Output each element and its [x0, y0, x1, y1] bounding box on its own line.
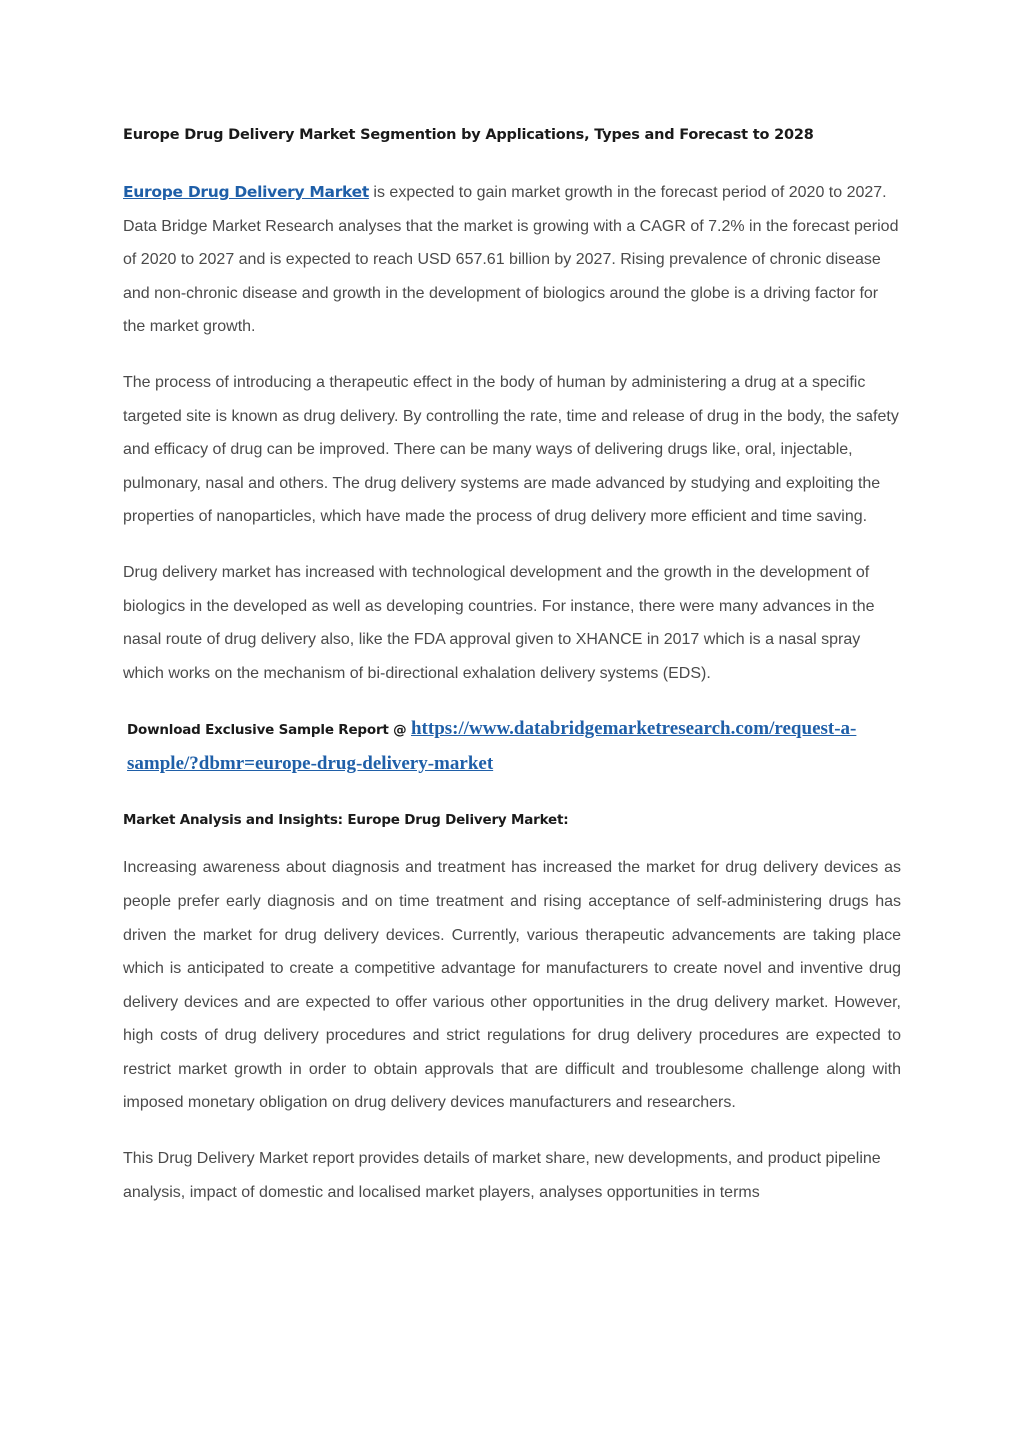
document-content: [123, 124, 901, 1231]
download-sample-line: [127, 712, 901, 781]
paragraph-market-growth: Drug delivery market has increased with technological development and the growth in the development of biologics in the developed as well as developing countries. For instance, there were many advances in the nasal route of drug delivery also, like the FDA approval given to XHANCE in 2017 which is a nasal spray which works on the mechanism of bi-directional exhalation delivery systems (EDS).: [123, 563, 875, 682]
paragraph-drug-delivery-process: The process of introducing a therapeutic effect in the body of human by administering a drug at a specific targeted site is known as drug delivery. By controlling the rate, time and release of drug in the body, the safety and efficacy of drug can be improved. There can be many ways of delivering drugs like, oral, injectable, pulmonary, nasal and others. The drug delivery systems are made advanced by studying and exploiting the properties of nanoparticles, which have made the process of drug delivery more efficient and time saving.: [123, 373, 899, 526]
paragraph-market-analysis: Increasing awareness about diagnosis and treatment has increased the market for drug delivery devices as people prefer early diagnosis and on time treatment and rising acceptance of self-administering drugs has driven the market for drug delivery devices. Currently, various therapeutic advancements are taking place which is anticipated to create a competitive advantage for manufacturers to create novel and inventive drug delivery devices and are expected to offer various other opportunities in the drug delivery market. However, high costs of drug delivery procedures and strict regulations for drug delivery procedures are expected to restrict market growth in order to obtain approvals that are difficult and troublesome challenge along with imposed monetary obligation on drug delivery devices manufacturers and researchers.: [123, 859, 901, 1112]
intro-paragraph: [123, 176, 901, 344]
download-label: Download Exclusive Sample Report @: [127, 722, 411, 739]
intro-text: is expected to gain market growth in the forecast period of 2020 to 2027. Data Bridge Market Research analyses that the market is growing with a CAGR of 7.2% in the forecast period of 2020 to 2027 and is expected to reach USD 657.61 billion by 2027. Rising prevalence of chronic disease and non-chronic disease and growth in the development of biologics around the globe is a driving factor for the market growth.: [123, 184, 899, 336]
document-title: Europe Drug Delivery Market Segmention by Applications, Types and Forecast to 2028: [123, 127, 814, 143]
section-heading: Market Analysis and Insights: Europe Drug Delivery Market:: [123, 812, 569, 829]
sample-report-link[interactable]: https://www.databridgemarketresearch.com/request-a-sample/?dbmr=europe-drug-delivery-market: [127, 718, 857, 775]
paragraph-report-details: This Drug Delivery Market report provides details of market share, new developments, and product pipeline analysis, impact of domestic and localised market players, analyses opportunities in terms: [123, 1150, 881, 1201]
market-link[interactable]: Europe Drug Delivery Market: [123, 183, 369, 201]
